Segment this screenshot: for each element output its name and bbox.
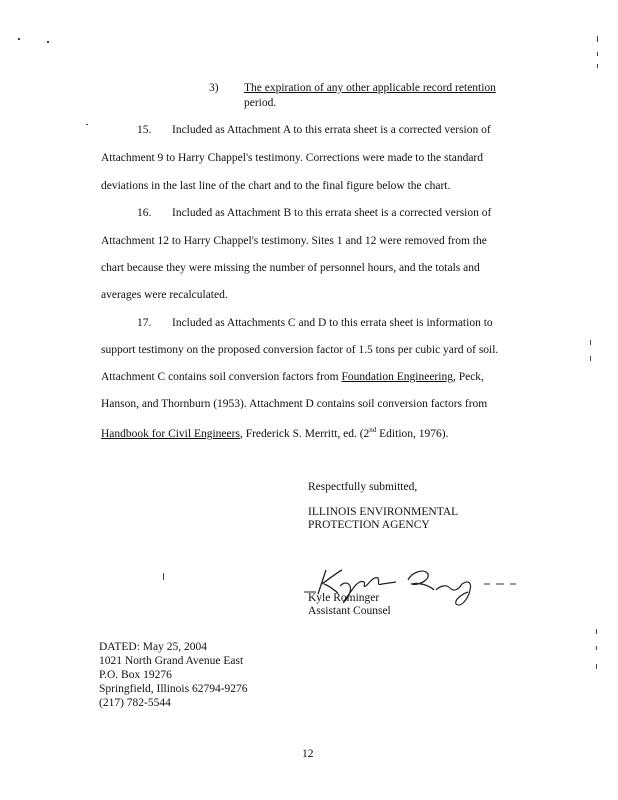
scan-speck: [47, 41, 49, 43]
item-number: 3): [209, 82, 219, 94]
line-text: Attachment C contains soil conversion factors from: [101, 371, 342, 383]
scan-speck: [596, 629, 597, 634]
paragraph-line: deviations in the last line of the chart and to the final figure below the chart.: [101, 180, 451, 192]
paragraph-line: Attachment 12 to Harry Chappel's testimony. Sites 1 and 12 were removed from the: [101, 235, 487, 247]
signature-stroke: [366, 578, 396, 586]
scan-speck: [163, 573, 164, 580]
signature-stroke: [408, 571, 434, 590]
scan-speck: [597, 64, 598, 68]
paragraph-number: 15.: [137, 124, 152, 136]
paragraph-line: Attachment 9 to Harry Chappel's testimony. Corrections were made to the standard: [101, 152, 483, 164]
paragraph-line: Included as Attachments C and D to this errata sheet is information to: [172, 317, 493, 329]
paragraph-line: averages were recalculated.: [101, 289, 228, 301]
dated-line: DATED: May 25, 2004: [99, 641, 207, 653]
signer-title: Assistant Counsel: [308, 605, 391, 617]
signature-stroke: [436, 582, 471, 605]
phone-line: (217) 782-5544: [99, 697, 171, 709]
address-line: 1021 North Grand Avenue East: [99, 655, 244, 667]
scan-speck: [590, 340, 591, 345]
agency-name: PROTECTION AGENCY: [308, 519, 430, 531]
salutation: Respectfully submitted,: [308, 481, 418, 493]
scan-speck: [597, 52, 598, 56]
item-text-line: The expiration of any other applicable record retention: [244, 82, 496, 94]
book-title: Handbook for Civil Engineers: [101, 427, 240, 440]
paragraph-line: chart because they were missing the number of personnel hours, and the totals and: [101, 262, 480, 274]
book-title: Foundation Engineering: [341, 371, 453, 383]
paragraph-line: Hanson, and Thornburn (1953). Attachment D contains soil conversion factors from: [101, 398, 488, 410]
scan-speck: [18, 38, 20, 40]
paragraph-number: 17.: [137, 317, 152, 329]
agency-name: ILLINOIS ENVIRONMENTAL: [308, 506, 459, 518]
line-text: , Frederick S. Merritt, ed. (2: [239, 427, 370, 440]
scan-speck: [596, 664, 597, 669]
paragraph-number: 16.: [137, 207, 152, 219]
scan-speck: [596, 646, 597, 650]
line-text: , Peck,: [452, 371, 484, 383]
paragraph-line: [101, 426, 448, 440]
paragraph-line: Included as Attachment A to this errata sheet is a corrected version of: [172, 124, 491, 136]
paragraph-line: Included as Attachment B to this errata sheet is a corrected version of: [172, 207, 492, 219]
item-text-line: period.: [244, 97, 277, 109]
scan-speck: [86, 124, 88, 125]
scan-speck: [597, 36, 598, 42]
address-line: P.O. Box 19276: [99, 669, 172, 681]
scan-speck: [590, 356, 591, 361]
paragraph-line: [101, 371, 484, 383]
signer-name: Kyle Rominger: [308, 592, 380, 604]
address-line: Springfield, Illinois 62794-9276: [99, 683, 248, 695]
superscript: nd: [369, 426, 377, 434]
paragraph-line: support testimony on the proposed conversion factor of 1.5 tons per cubic yard of soil.: [101, 344, 499, 356]
line-text: Edition, 1976).: [376, 427, 449, 440]
page-number: 12: [302, 748, 314, 760]
signature-stroke: [318, 570, 342, 594]
